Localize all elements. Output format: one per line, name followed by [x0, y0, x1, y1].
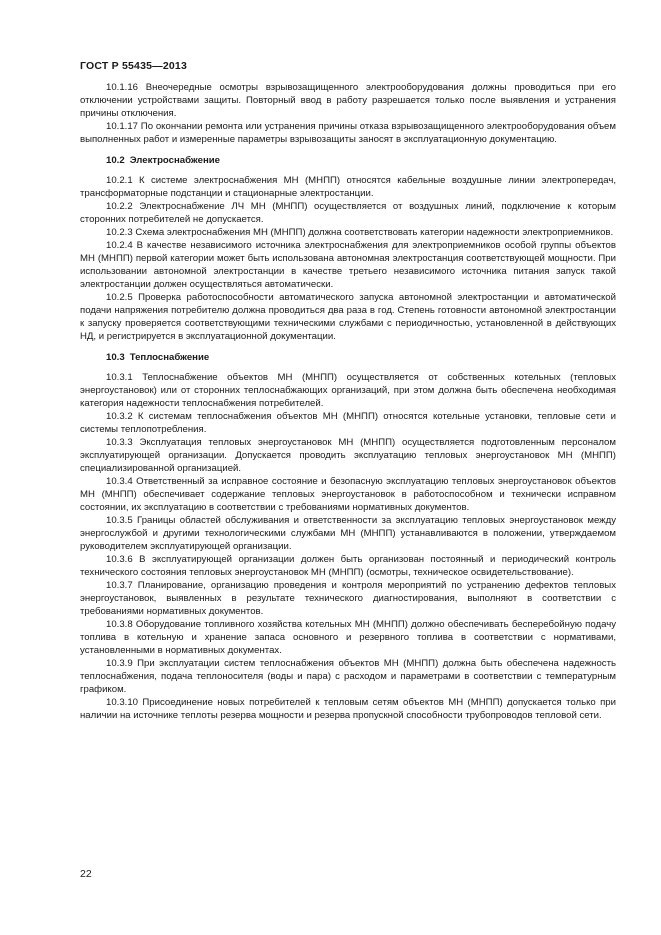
section-title: Электроснабжение	[129, 155, 220, 166]
clause-paragraph: 10.1.17 По окончании ремонта или устранения причины отказа взрывозащищенного электрооборудования объем выполненных работ и измеренные параметры взрывозащиты заносят в эксплуатационную документацию.	[80, 121, 616, 145]
section-number: 10.2	[106, 155, 125, 166]
clause-paragraph: 10.3.5 Границы областей обслуживания и ответственности за эксплуатацию тепловых энергоустановок между энергослужбой и другими технологическими службами МН (МНПП) устанавливаются в положении, утверждаемом руководителем эксплуатирующей организации.	[80, 515, 616, 552]
clause-paragraph: 10.3.7 Планирование, организацию проведения и контроля мероприятий по устранению дефектов тепловых энергоустановок, выявленных в результате технического диагностирования, выполняют в соответствии с требованиями нормативных документов.	[80, 580, 616, 617]
clause-paragraph: 10.2.1 К системе электроснабжения МН (МНПП) относятся кабельные воздушные линии электропередач, трансформаторные подстанции и стационарные электростанции.	[80, 175, 616, 199]
clause-paragraph: 10.3.4 Ответственный за исправное состояние и безопасную эксплуатацию тепловых энергоустановок объектов МН (МНПП) обеспечивает содержание тепловых энергоустановок в работоспособном и технически исправном состоянии, их эксплуатацию в соответствии с требованиями нормативных документов.	[80, 476, 616, 513]
clause-paragraph: 10.3.9 При эксплуатации систем теплоснабжения объектов МН (МНПП) должна быть обеспечена надежность теплоснабжения, подача теплоносителя (воды и пара) с расходом и параметрами в соответствии с температурным графиком.	[80, 658, 616, 695]
document-body	[80, 81, 616, 722]
clause-paragraph: 10.2.4 В качестве независимого источника электроснабжения для электроприемников особой группы объектов МН (МНПП) первой категории может быть использована автономная электростанция соответствующей мощности. При использовании автономной электростанции в качестве третьего независимого источника питания запуск такой электростанции должен осуществляться автоматически.	[80, 240, 616, 290]
clause-paragraph: 10.2.5 Проверка работоспособности автоматического запуска автономной электростанции и автоматической подачи напряжения потребителю должна проводиться два раза в год. Степень готовности автономной электростанции к запуску проверяется соответствующими техническими службами с периодичностью, установленной в действующих НД, и регистрируется в эксплуатационной документации.	[80, 292, 616, 342]
clause-paragraph: 10.3.2 К системам теплоснабжения объектов МН (МНПП) относятся котельные установки, тепловые сети и системы теплопотребления.	[80, 411, 616, 435]
clause-paragraph: 10.2.2 Электроснабжение ЛЧ МН (МНПП) осуществляется от воздушных линий, подключение к которым сторонних потребителей не допускается.	[80, 201, 616, 225]
clause-paragraph: 10.1.16 Внеочередные осмотры взрывозащищенного электрооборудования должны проводиться при его отключении устройствами защиты. Повторный ввод в работу разрешается только после выявления и устранения причины отключения.	[80, 82, 616, 119]
clause-paragraph: 10.3.1 Теплоснабжение объектов МН (МНПП) осуществляется от собственных котельных (тепловых энергоустановок) или от сторонних теплоснабжающих организаций, при этом должна быть обеспечена необходимая категория надежности теплоснабжения потребителей.	[80, 372, 616, 409]
section-number: 10.3	[106, 352, 125, 363]
clause-paragraph: 10.2.3 Схема электроснабжения МН (МНПП) должна соответствовать категории надежности электроприемников.	[106, 227, 614, 238]
clause-paragraph: 10.3.6 В эксплуатирующей организации должен быть организован постоянный и периодический контроль технического состояния тепловых энергоустановок МН (МНПП) (осмотры, техническое освидетельствование).	[80, 554, 616, 578]
clause-paragraph: 10.3.3 Эксплуатация тепловых энергоустановок МН (МНПП) осуществляется подготовленным персоналом эксплуатирующей организации. Допускается проводить эксплуатацию тепловых энергоустановок МН (МНПП) специализированной организацией.	[80, 437, 616, 474]
section-heading	[80, 154, 616, 167]
clause-paragraph: 10.3.8 Оборудование топливного хозяйства котельных МН (МНПП) должно обеспечивать бесперебойную подачу топлива в котельную и хранение запаса основного и резервного топлива в соответствии с нормативами, установленными в нормативных документах.	[80, 619, 616, 656]
page-number: 22	[80, 868, 92, 880]
section-title: Теплоснабжение	[129, 352, 210, 363]
section-heading	[80, 351, 616, 364]
clause-paragraph: 10.3.10 Присоединение новых потребителей к тепловым сетям объектов МН (МНПП) допускается только при наличии на источнике теплоты резерва мощности и резерва пропускной способности трубопроводов тепловой сети.	[80, 697, 616, 721]
document-header: ГОСТ Р 55435—2013	[80, 60, 188, 72]
